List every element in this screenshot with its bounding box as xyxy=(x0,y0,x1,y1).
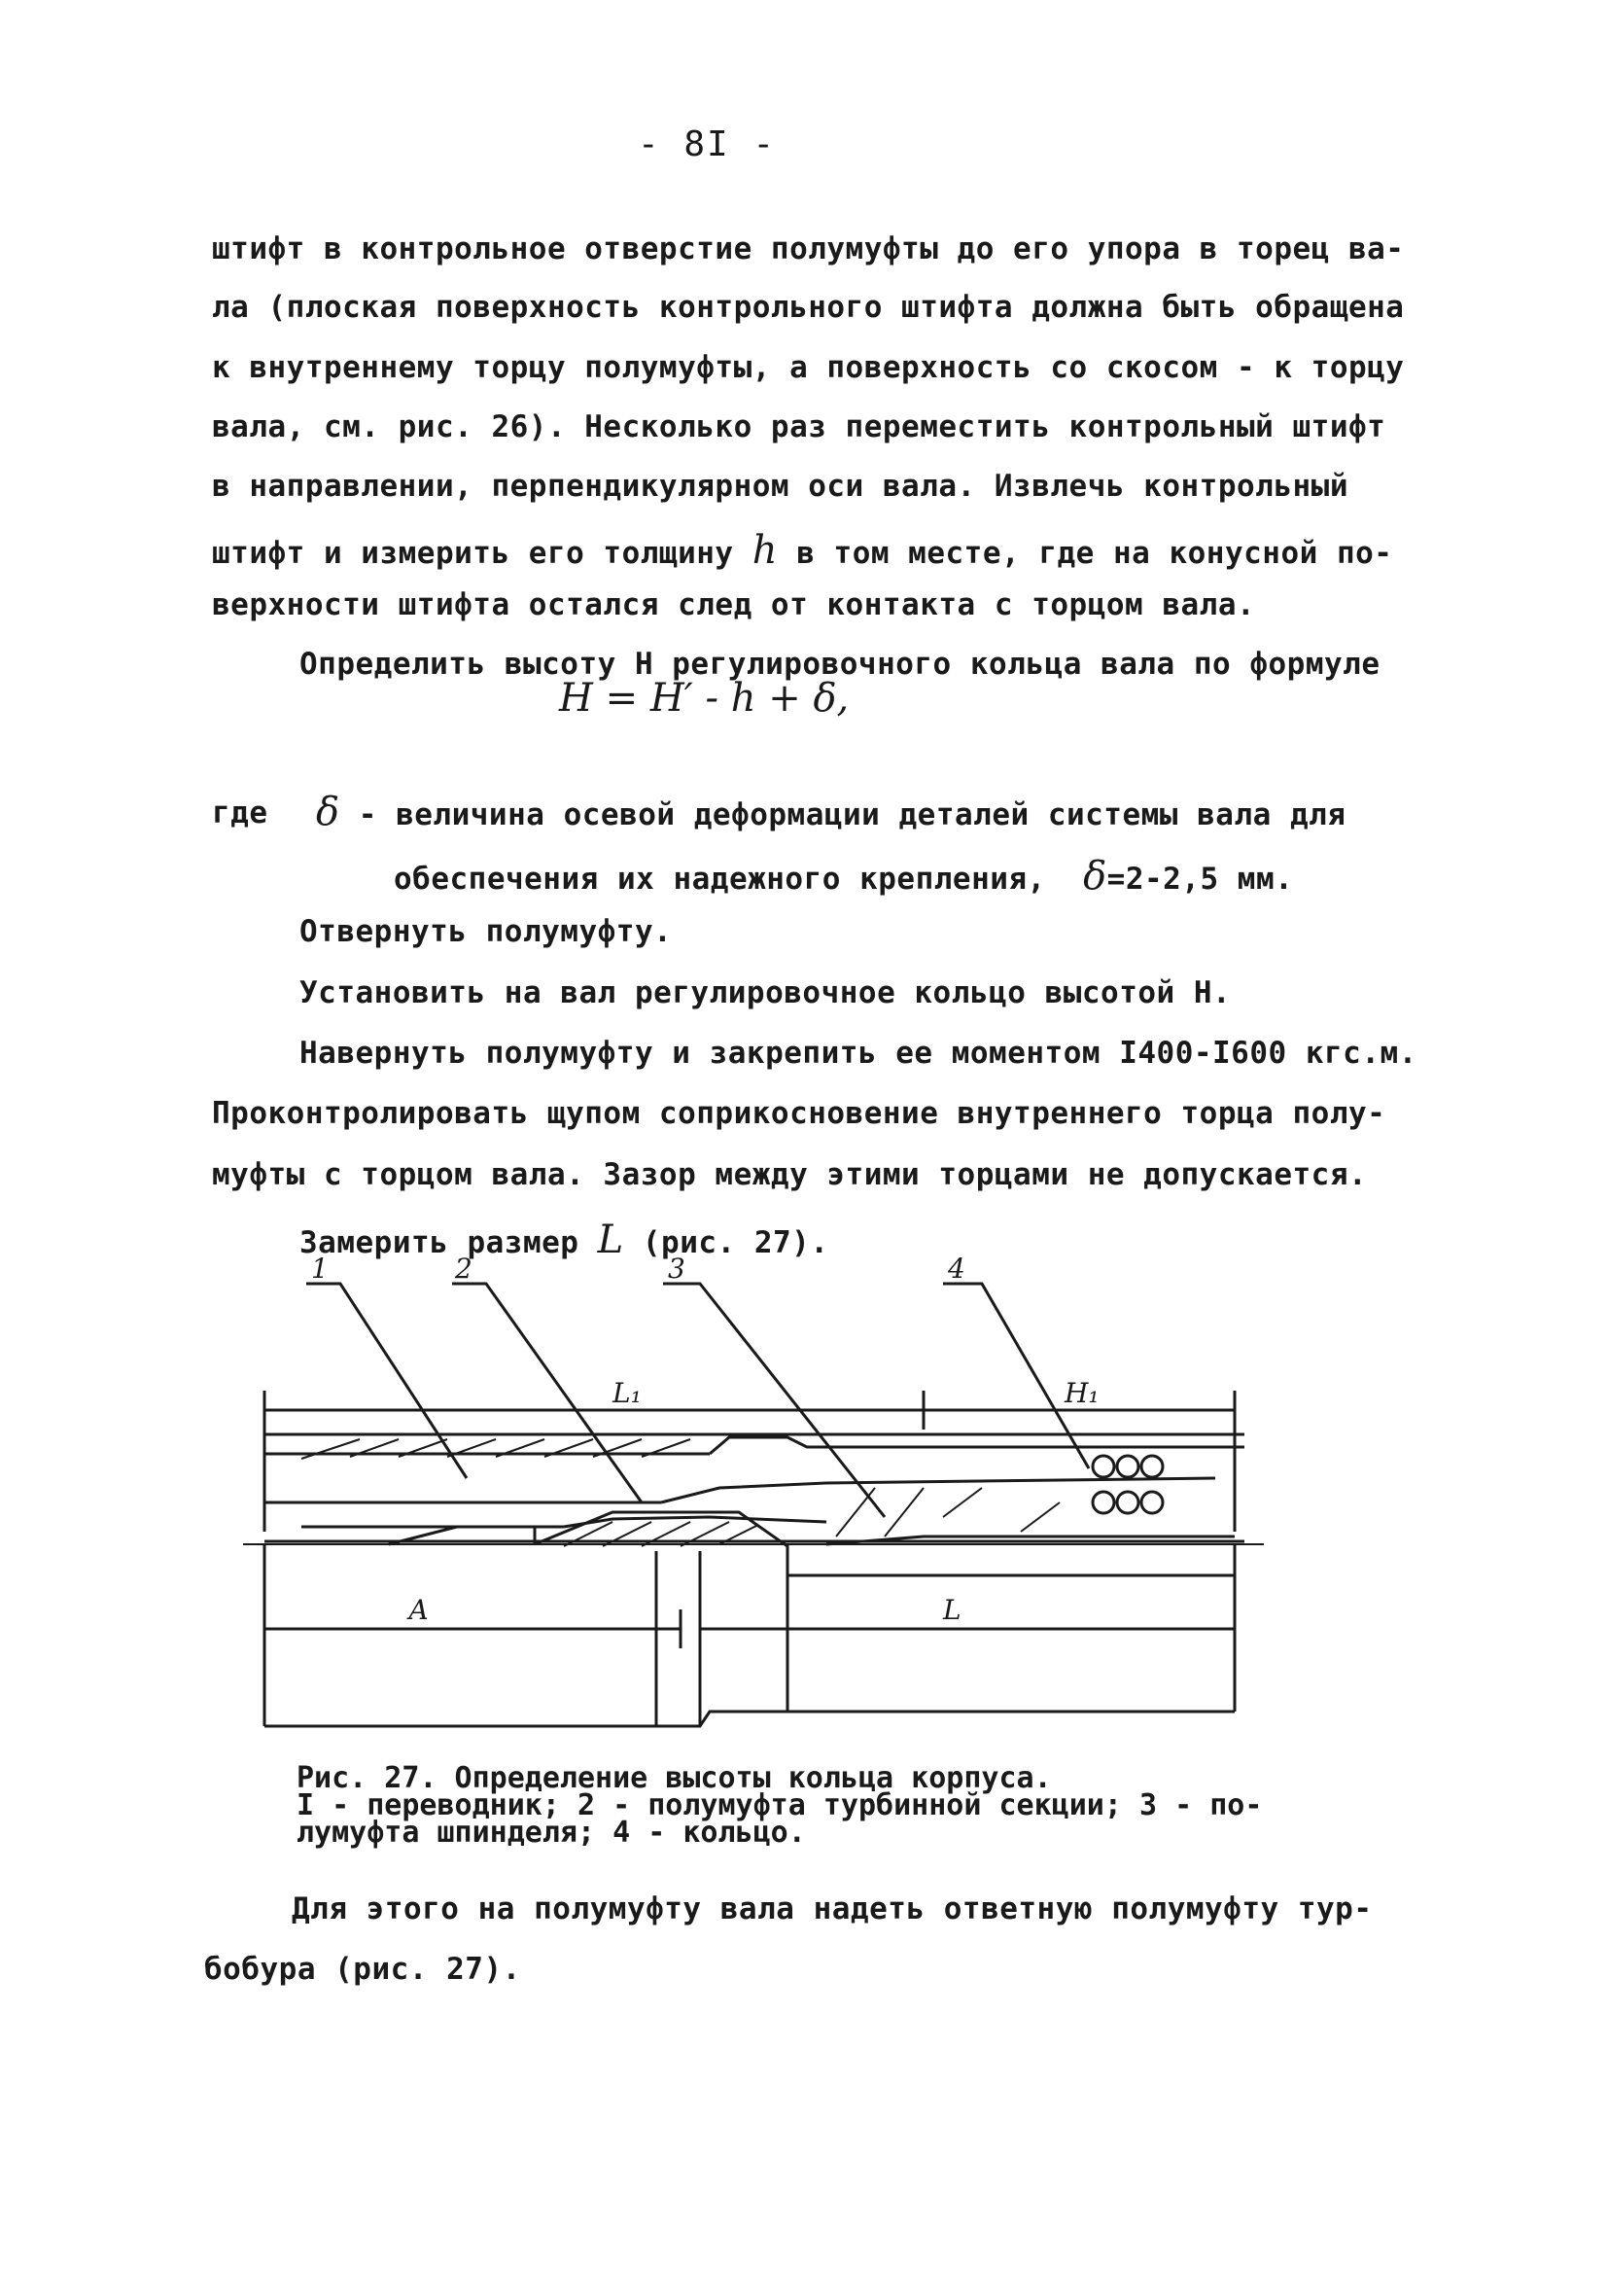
measure-line xyxy=(299,1218,829,1262)
measure-text: Замерить размер xyxy=(299,1225,579,1260)
dim-a-label: А xyxy=(408,1594,430,1626)
step-line: Проконтролировать щупом соприкосновение внутреннего торца полу- xyxy=(212,1096,1386,1131)
page-number: - 8I - xyxy=(637,124,777,164)
body-line: штифт в контрольное отверстие полумуфты до его упора в торец ва- xyxy=(212,231,1405,266)
dim-l1-label: L₁ xyxy=(612,1377,642,1409)
where-text: обеспечения их надежного крепления, xyxy=(394,862,1046,897)
caption-legend: I - переводник; 2 - полумуфта турбинной секции; 3 - по- xyxy=(297,1788,1263,1822)
figure-27-drawing xyxy=(243,1253,1293,1741)
figure-caption xyxy=(297,1761,1263,1850)
step-line: Отвернуть полумуфту. xyxy=(299,914,673,949)
step-line: Установить на вал регулировочное кольцо высотой Н. xyxy=(299,975,1232,1010)
body-line xyxy=(212,528,1392,573)
closing-line: Для этого на полумуфту вала надеть ответную полумуфту тур- xyxy=(292,1891,1373,1926)
dim-h1-label: H₁ xyxy=(1065,1377,1100,1409)
where-line xyxy=(316,790,1346,834)
l-symbol: L xyxy=(597,1218,624,1262)
body-line: к внутреннему торцу полумуфты, а поверхность со скосом - к торцу xyxy=(212,350,1405,385)
callout-4: 4 xyxy=(948,1253,965,1285)
h-symbol: h xyxy=(752,528,779,573)
caption-legend: лумуфта шпинделя; 4 - кольцо. xyxy=(297,1816,806,1850)
body-line: ла (плоская поверхность контрольного штифта должна быть обращена xyxy=(212,290,1405,325)
step-line: Навернуть полумуфту и закрепить ее моментом I400-I600 кгс.м. xyxy=(299,1036,1417,1071)
body-line-part: штифт и измерить его толщину xyxy=(212,536,734,571)
where-line-2 xyxy=(394,854,1293,899)
where-label: где xyxy=(212,795,268,830)
body-line: Определить высоту Н регулировочного кольца вала по формуле xyxy=(299,647,1381,682)
measure-ref: (рис. 27). xyxy=(642,1225,829,1260)
body-line: верхности штифта остался след от контакта с торцом вала. xyxy=(212,587,1256,622)
body-line-part: в том месте, где на конусной по- xyxy=(796,536,1393,571)
delta-symbol: δ xyxy=(316,790,340,834)
delta-value: =2-2,5 мм. xyxy=(1106,862,1294,897)
dim-l-label: L xyxy=(943,1594,961,1626)
formula: H = H′ - h + δ, xyxy=(559,676,850,721)
closing-line: бобура (рис. 27). xyxy=(204,1952,521,1987)
callout-1: 1 xyxy=(311,1253,329,1285)
body-line: вала, см. рис. 26). Несколько раз переместить контрольный штифт xyxy=(212,409,1386,444)
caption-title: Рис. 27. Определение высоты кольца корпуса. xyxy=(297,1761,1052,1795)
where-text: - величина осевой деформации деталей системы вала для xyxy=(358,797,1346,832)
callout-3: 3 xyxy=(668,1253,685,1285)
callout-2: 2 xyxy=(455,1253,472,1285)
step-line: муфты с торцом вала. Зазор между этими торцами не допускается. xyxy=(212,1157,1368,1192)
delta-symbol: δ xyxy=(1083,854,1107,899)
body-line: в направлении, перпендикулярном оси вала. Извлечь контрольный xyxy=(212,469,1348,504)
